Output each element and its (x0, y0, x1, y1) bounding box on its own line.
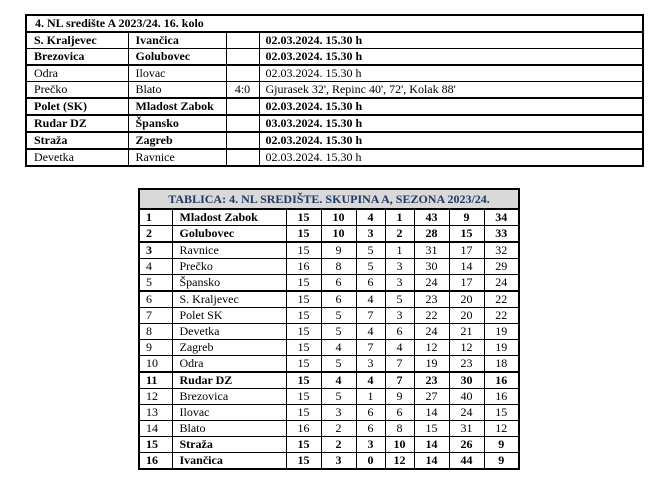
losses-cell: 6 (385, 324, 414, 340)
played-cell: 15 (286, 437, 321, 453)
losses-cell: 6 (385, 405, 414, 421)
home-team-cell: Devetka (26, 149, 128, 166)
goals-against-cell: 30 (449, 372, 484, 389)
match-info-cell: 02.03.2024. 15.30 h (259, 65, 643, 82)
position-cell: 8 (139, 324, 172, 340)
score-cell (226, 115, 259, 132)
wins-cell: 3 (321, 453, 356, 470)
goals-for-cell: 27 (414, 389, 449, 405)
draws-cell: 3 (356, 437, 385, 453)
wins-cell: 10 (321, 209, 356, 226)
goals-against-cell: 26 (449, 437, 484, 453)
standings-row (139, 291, 519, 308)
draws-cell: 7 (356, 308, 385, 324)
wins-cell: 5 (321, 389, 356, 405)
points-cell: 22 (484, 308, 519, 324)
fixture-row (26, 115, 643, 132)
home-team-cell: Prečko (26, 82, 128, 99)
fixtures-table-body (26, 32, 643, 166)
goals-for-cell: 14 (414, 453, 449, 470)
fixture-row (26, 98, 643, 115)
played-cell: 15 (286, 453, 321, 470)
fixtures-title-row (26, 15, 643, 32)
standings-row (139, 226, 519, 243)
score-cell (226, 65, 259, 82)
position-cell: 7 (139, 308, 172, 324)
draws-cell: 4 (356, 209, 385, 226)
played-cell: 15 (286, 324, 321, 340)
position-cell: 6 (139, 291, 172, 308)
points-cell: 18 (484, 356, 519, 373)
fixture-row (26, 32, 643, 49)
points-cell: 19 (484, 340, 519, 356)
draws-cell: 6 (356, 275, 385, 292)
goals-against-cell: 20 (449, 308, 484, 324)
goals-for-cell: 23 (414, 291, 449, 308)
goals-for-cell: 14 (414, 437, 449, 453)
losses-cell: 1 (385, 242, 414, 259)
wins-cell: 6 (321, 291, 356, 308)
losses-cell: 3 (385, 259, 414, 275)
team-cell: Devetka (172, 324, 286, 340)
position-cell: 1 (139, 209, 172, 226)
standings-row (139, 242, 519, 259)
score-cell (226, 149, 259, 166)
home-team-cell: Odra (26, 65, 128, 82)
goals-for-cell: 30 (414, 259, 449, 275)
goals-against-cell: 20 (449, 291, 484, 308)
draws-cell: 4 (356, 324, 385, 340)
played-cell: 15 (286, 356, 321, 373)
standings-row (139, 209, 519, 226)
match-info-cell: 02.03.2024. 15.30 h (259, 49, 643, 66)
played-cell: 16 (286, 259, 321, 275)
wins-cell: 4 (321, 340, 356, 356)
draws-cell: 3 (356, 356, 385, 373)
goals-against-cell: 21 (449, 324, 484, 340)
match-info-cell: Gjurasek 32', Repinc 40', 72', Kolak 88' (259, 82, 643, 99)
draws-cell: 6 (356, 421, 385, 437)
score-cell (226, 49, 259, 66)
team-cell: Ilovac (172, 405, 286, 421)
fixture-row (26, 65, 643, 82)
standings-table-body (139, 209, 519, 469)
standings-row (139, 324, 519, 340)
wins-cell: 5 (321, 324, 356, 340)
position-cell: 9 (139, 340, 172, 356)
goals-against-cell: 23 (449, 356, 484, 373)
losses-cell: 10 (385, 437, 414, 453)
team-cell: Mladost Zabok (172, 209, 286, 226)
points-cell: 9 (484, 437, 519, 453)
points-cell: 29 (484, 259, 519, 275)
losses-cell: 8 (385, 421, 414, 437)
standings-row (139, 421, 519, 437)
goals-against-cell: 44 (449, 453, 484, 470)
points-cell: 9 (484, 453, 519, 470)
position-cell: 14 (139, 421, 172, 437)
wins-cell: 4 (321, 372, 356, 389)
losses-cell: 2 (385, 226, 414, 243)
goals-for-cell: 28 (414, 226, 449, 243)
team-cell: Zagreb (172, 340, 286, 356)
match-info-cell: 02.03.2024. 15.30 h (259, 132, 643, 149)
away-team-cell: Golubovec (128, 49, 226, 66)
score-cell (226, 132, 259, 149)
wins-cell: 2 (321, 421, 356, 437)
away-team-cell: Mladost Zabok (128, 98, 226, 115)
standings-row (139, 405, 519, 421)
draws-cell: 4 (356, 372, 385, 389)
score-cell: 4:0 (226, 82, 259, 99)
losses-cell: 4 (385, 340, 414, 356)
goals-for-cell: 43 (414, 209, 449, 226)
goals-for-cell: 23 (414, 372, 449, 389)
standings-row (139, 356, 519, 373)
goals-against-cell: 14 (449, 259, 484, 275)
standings-row (139, 372, 519, 389)
home-team-cell: Rudar DZ (26, 115, 128, 132)
standings-row (139, 389, 519, 405)
goals-against-cell: 12 (449, 340, 484, 356)
team-cell: Polet SK (172, 308, 286, 324)
wins-cell: 6 (321, 275, 356, 292)
wins-cell: 5 (321, 308, 356, 324)
points-cell: 32 (484, 242, 519, 259)
played-cell: 15 (286, 405, 321, 421)
home-team-cell: Brezovica (26, 49, 128, 66)
wins-cell: 8 (321, 259, 356, 275)
team-cell: Golubovec (172, 226, 286, 243)
played-cell: 15 (286, 291, 321, 308)
played-cell: 15 (286, 242, 321, 259)
standings-row (139, 437, 519, 453)
position-cell: 10 (139, 356, 172, 373)
position-cell: 2 (139, 226, 172, 243)
fixture-row (26, 49, 643, 66)
losses-cell: 12 (385, 453, 414, 470)
away-team-cell: Zagreb (128, 132, 226, 149)
goals-against-cell: 17 (449, 275, 484, 292)
away-team-cell: Ravnice (128, 149, 226, 166)
played-cell: 15 (286, 209, 321, 226)
home-team-cell: S. Kraljevec (26, 32, 128, 49)
points-cell: 16 (484, 389, 519, 405)
match-info-cell: 02.03.2024. 15.30 h (259, 32, 643, 49)
points-cell: 22 (484, 291, 519, 308)
fixture-row (26, 149, 643, 166)
team-cell: Blato (172, 421, 286, 437)
draws-cell: 3 (356, 226, 385, 243)
away-team-cell: Blato (128, 82, 226, 99)
draws-cell: 5 (356, 242, 385, 259)
team-cell: Prečko (172, 259, 286, 275)
team-cell: Odra (172, 356, 286, 373)
position-cell: 4 (139, 259, 172, 275)
team-cell: Ivančica (172, 453, 286, 470)
points-cell: 16 (484, 372, 519, 389)
goals-against-cell: 31 (449, 421, 484, 437)
fixtures-section (25, 14, 644, 167)
standings-title-row (139, 189, 519, 209)
match-info-cell: 02.03.2024. 15.30 h (259, 98, 643, 115)
draws-cell: 7 (356, 340, 385, 356)
fixtures-title: 4. NL središte A 2023/24. 16. kolo (26, 15, 643, 32)
goals-against-cell: 9 (449, 209, 484, 226)
losses-cell: 5 (385, 291, 414, 308)
standings-row (139, 340, 519, 356)
home-team-cell: Straža (26, 132, 128, 149)
losses-cell: 3 (385, 275, 414, 292)
points-cell: 12 (484, 421, 519, 437)
fixture-row (26, 82, 643, 99)
goals-for-cell: 24 (414, 324, 449, 340)
played-cell: 15 (286, 226, 321, 243)
position-cell: 5 (139, 275, 172, 292)
standings-row (139, 453, 519, 470)
standings-section (138, 188, 520, 470)
points-cell: 33 (484, 226, 519, 243)
points-cell: 19 (484, 324, 519, 340)
goals-against-cell: 17 (449, 242, 484, 259)
goals-for-cell: 15 (414, 421, 449, 437)
score-cell (226, 98, 259, 115)
draws-cell: 4 (356, 291, 385, 308)
played-cell: 15 (286, 340, 321, 356)
goals-for-cell: 22 (414, 308, 449, 324)
goals-for-cell: 19 (414, 356, 449, 373)
losses-cell: 7 (385, 356, 414, 373)
draws-cell: 0 (356, 453, 385, 470)
goals-for-cell: 14 (414, 405, 449, 421)
team-cell: Špansko (172, 275, 286, 292)
score-cell (226, 32, 259, 49)
wins-cell: 10 (321, 226, 356, 243)
goals-for-cell: 12 (414, 340, 449, 356)
fixture-row (26, 132, 643, 149)
team-cell: Ravnice (172, 242, 286, 259)
position-cell: 13 (139, 405, 172, 421)
team-cell: Rudar DZ (172, 372, 286, 389)
standings-row (139, 275, 519, 292)
position-cell: 11 (139, 372, 172, 389)
played-cell: 15 (286, 372, 321, 389)
played-cell: 15 (286, 389, 321, 405)
standings-row (139, 308, 519, 324)
losses-cell: 1 (385, 209, 414, 226)
wins-cell: 2 (321, 437, 356, 453)
losses-cell: 3 (385, 308, 414, 324)
points-cell: 15 (484, 405, 519, 421)
away-team-cell: Ilovac (128, 65, 226, 82)
points-cell: 34 (484, 209, 519, 226)
position-cell: 12 (139, 389, 172, 405)
standings-title: TABLICA: 4. NL SREDIŠTE. SKUPINA A, SEZONA 2023/24. (139, 189, 519, 209)
team-cell: Brezovica (172, 389, 286, 405)
away-team-cell: Špansko (128, 115, 226, 132)
goals-against-cell: 15 (449, 226, 484, 243)
draws-cell: 6 (356, 405, 385, 421)
wins-cell: 5 (321, 356, 356, 373)
goals-for-cell: 31 (414, 242, 449, 259)
draws-cell: 5 (356, 259, 385, 275)
standings-table (138, 188, 520, 470)
team-cell: Straža (172, 437, 286, 453)
losses-cell: 9 (385, 389, 414, 405)
goals-against-cell: 24 (449, 405, 484, 421)
match-info-cell: 03.03.2024. 15.30 h (259, 115, 643, 132)
position-cell: 15 (139, 437, 172, 453)
match-info-cell: 02.03.2024. 15.30 h (259, 149, 643, 166)
away-team-cell: Ivančica (128, 32, 226, 49)
position-cell: 3 (139, 242, 172, 259)
wins-cell: 3 (321, 405, 356, 421)
team-cell: S. Kraljevec (172, 291, 286, 308)
home-team-cell: Polet (SK) (26, 98, 128, 115)
fixtures-table (25, 14, 644, 167)
goals-for-cell: 24 (414, 275, 449, 292)
played-cell: 15 (286, 308, 321, 324)
goals-against-cell: 40 (449, 389, 484, 405)
played-cell: 16 (286, 421, 321, 437)
points-cell: 24 (484, 275, 519, 292)
position-cell: 16 (139, 453, 172, 470)
losses-cell: 7 (385, 372, 414, 389)
played-cell: 15 (286, 275, 321, 292)
draws-cell: 1 (356, 389, 385, 405)
wins-cell: 9 (321, 242, 356, 259)
standings-row (139, 259, 519, 275)
